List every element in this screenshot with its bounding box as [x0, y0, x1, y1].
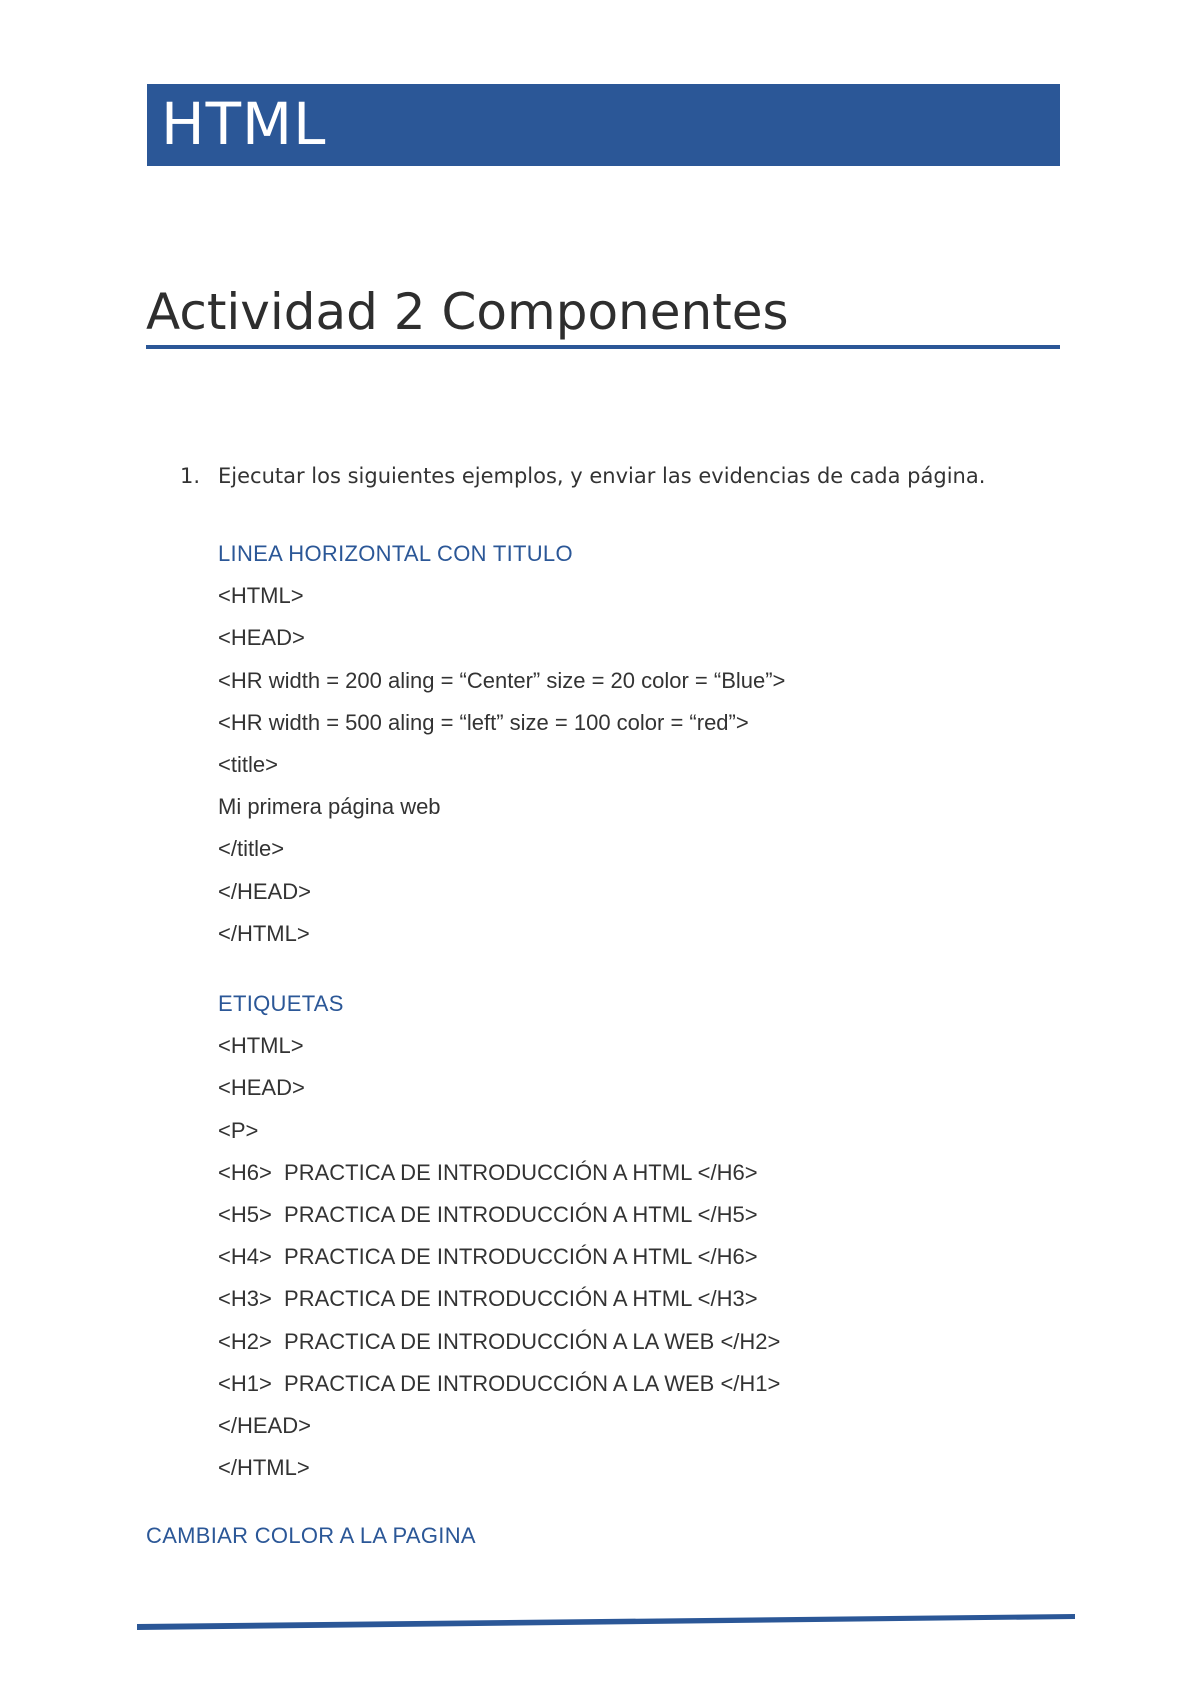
code-line: <H1> PRACTICA DE INTRODUCCIÓN A LA WEB </H1>	[218, 1370, 781, 1396]
instruction-number: 1.	[180, 464, 201, 488]
code-line: <title>	[218, 751, 278, 777]
code-line: <H2> PRACTICA DE INTRODUCCIÓN A LA WEB </H2>	[218, 1328, 781, 1354]
section-heading: LINEA HORIZONTAL CON TITULO	[218, 541, 573, 566]
code-line: <H3> PRACTICA DE INTRODUCCIÓN A HTML </H3>	[218, 1286, 758, 1312]
code-line: <P>	[218, 1117, 259, 1143]
code-line: <H4> PRACTICA DE INTRODUCCIÓN A HTML </H6>	[218, 1244, 758, 1270]
code-line: <HR width = 200 aling = “Center” size = 20 color = “Blue”>	[218, 667, 786, 693]
code-line: </title>	[218, 836, 285, 862]
code-line: <H5> PRACTICA DE INTRODUCCIÓN A HTML </H5>	[218, 1201, 758, 1227]
code-line: Mi primera página web	[218, 794, 441, 820]
instruction-text: Ejecutar los siguientes ejemplos, y enviar las evidencias de cada página.	[218, 464, 986, 488]
section-heading: ETIQUETAS	[218, 991, 344, 1016]
code-line: <HR width = 500 aling = “left” size = 100 color = “red”>	[218, 709, 749, 735]
banner-title: HTML	[161, 90, 327, 158]
code-line: </HTML>	[218, 1455, 310, 1481]
code-line: <H6> PRACTICA DE INTRODUCCIÓN A HTML </H6>	[218, 1159, 758, 1185]
document-title: Actividad 2 Componentes	[146, 283, 789, 341]
section-heading-cambiar-color: CAMBIAR COLOR A LA PAGINA	[146, 1523, 476, 1548]
code-line: </HTML>	[218, 920, 310, 946]
code-line: <HEAD>	[218, 1075, 305, 1101]
code-line: <HTML>	[218, 583, 304, 609]
code-line: </HEAD>	[218, 878, 311, 904]
code-line: <HEAD>	[218, 625, 305, 651]
code-line: </HEAD>	[218, 1412, 311, 1438]
code-line: <HTML>	[218, 1033, 304, 1059]
